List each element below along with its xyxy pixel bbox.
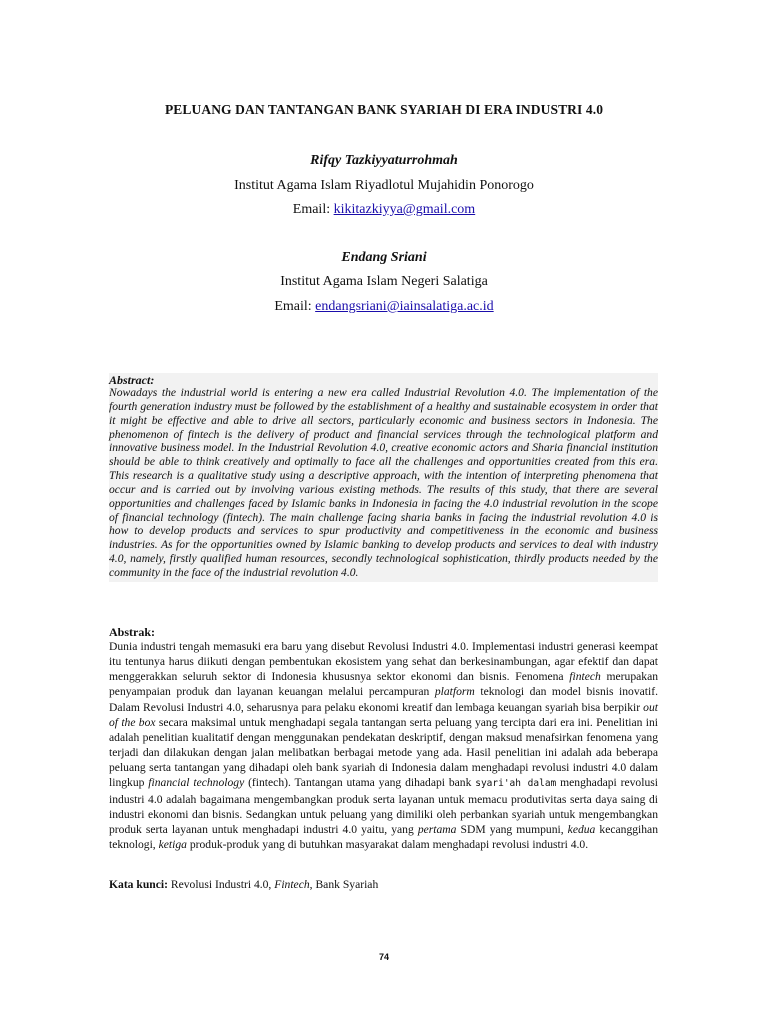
- keywords-line: [109, 878, 658, 891]
- abstract-text: Nowadays the industrial world is entering a new era called Industrial Revolution 4.0. The implementation of the fourth generation industry must be followed by the establishment of a healthy and sustainable ecosystem in order that it might be effective and able to drive all sectors, particularly economic and business sectors in Indonesia. The phenomenon of fintech is the delivery of product and financial services through the technological platform and innovative business model. In the Industrial Revolution 4.0, creative economic actors and Sharia financial institution should be able to think creatively and optimally to face all the challenges and opportunities created from this era. This research is a qualitative study using a descriptive approach, with the intention of interpreting phenomena that occur and is carried out by involving various existing methods. The results of this study, that there are several opportunities and challenges faced by Islamic banks in Indonesia in facing the 4.0 industrial revolution in the scope of financial technology (fintech). The main challenge facing sharia banks in facing the industrial revolution 4.0 is how to develop products and services to spur productivity and competitiveness in the economic and business industries. As for the opportunities owned by Islamic banking to develop products and services to deal with industry 4.0, namely, firstly qualified human resources, secondly technological sophistication, thirdly products needed by the community in the face of the industrial revolution 4.0.: [109, 386, 658, 579]
- abstrak-label: Abstrak:: [109, 625, 156, 639]
- abstract-indonesian: [109, 626, 658, 852]
- abstrak-part: (fintech). Tantangan utama yang dihadapi bank: [244, 776, 476, 790]
- abstrak-term-out-of-the-box: out of the box: [109, 700, 658, 729]
- abstrak-part: secara maksimal untuk menghadapi segala tantangan serta peluang yang tercipta dari era ini. Penelitian ini adalah penelitian kualitatif dengan menggunakan pendekatan deskriptif, dengan maksud menafsirkan fenomena yang terjadi dan dilakukan dengan jalan melibatkan berbagai metode yang ada. Hasil penelitian ini adalah ada beberapa peluang serta tantangan yang dihadapi oleh bank syariah di Indonesia dalam menghadapi revolusi industri 4.0 dalam lingkup: [109, 715, 658, 790]
- page-number: 74: [378, 952, 389, 962]
- abstrak-term-ketiga: ketiga: [158, 838, 187, 852]
- keywords-label: Kata kunci:: [109, 878, 168, 891]
- keywords-part: Revolusi Industri 4.0,: [167, 878, 275, 891]
- abstrak-part: produk-produk yang di butuhkan masyarakat dalam menghadapi revolusi industri 4.0.: [186, 838, 589, 852]
- abstrak-part: merupakan penyampaian produk dan layanan keuangan melalui percampuran: [109, 670, 659, 699]
- author-2-name: Endang Sriani: [341, 250, 427, 265]
- author-1-email-line: [0, 202, 768, 218]
- abstrak-term-platform: platform: [434, 685, 475, 699]
- keywords-part: , Bank Syariah: [309, 878, 379, 891]
- author-2-institution: Institut Agama Islam Negeri Salatiga: [280, 274, 488, 289]
- abstrak-part: Dunia industri tengah memasuki era baru yang disebut Revolusi Industri 4.0. Implementasi industri generasi keempat itu tentunya harus diikuti dengan pembentukan ekosistem yang sehat dan berkesinambungan, agar efektif dan dapat menggerakkan seluruh sektor di Indonesia khususnya sektor ekonomi dan bisnis. Fenomena: [109, 640, 658, 684]
- abstrak-term-kedua: kedua: [567, 822, 596, 836]
- author-1-email-label: Email:: [292, 202, 334, 217]
- author-2-email-label: Email:: [274, 299, 316, 314]
- abstrak-part: SDM yang mumpuni,: [456, 822, 568, 836]
- abstrak-part: teknologi dan model bisnis inovatif. Dalam Revolusi Industri 4.0, seharusnya para pelaku ekonomi kreatif dan lembaga keuangan syariah bisa berpikir: [109, 685, 658, 714]
- author-2-email-line: [0, 299, 768, 315]
- author-1-email-link[interactable]: kikitazkiyya@gmail.com: [333, 202, 476, 217]
- abstrak-part: kecanggihan teknologi,: [109, 822, 658, 852]
- abstrak-term-pertama: pertama: [417, 822, 457, 836]
- abstrak-part: menghadapi revolusi industri 4.0 adalah bagaimana mengembangkan produk serta layanan untuk memacu produtivitas serta daya saing di industri ekonomi dan bisnis. Sedangkan untuk peluang yang dimiliki oleh perbankan syariah untuk mengembangkan produk serta layanan untuk menghadapi industri 4.0 yaitu, yang: [109, 776, 658, 836]
- abstract-label: Abstract:: [109, 373, 155, 387]
- abstract-english: [109, 373, 658, 582]
- paper-title: PELUANG DAN TANTANGAN BANK SYARIAH DI ERA INDUSTRI 4.0: [164, 102, 604, 117]
- author-1-name: Rifqy Tazkiyyaturrohmah: [310, 153, 458, 168]
- abstrak-term-financial-technology: financial technology: [148, 776, 245, 790]
- keyword-fintech: Fintech: [274, 878, 310, 891]
- author-2-email-link[interactable]: endangsriani@iainsalatiga.ac.id: [315, 299, 494, 314]
- author-1-institution: Institut Agama Islam Riyadlotul Mujahidin Ponorogo: [234, 178, 534, 193]
- abstrak-term-syariah-dalam: syari'ah dalam: [475, 778, 557, 790]
- abstrak-term-fintech: fintech: [569, 670, 601, 684]
- abstrak-text: [109, 639, 658, 852]
